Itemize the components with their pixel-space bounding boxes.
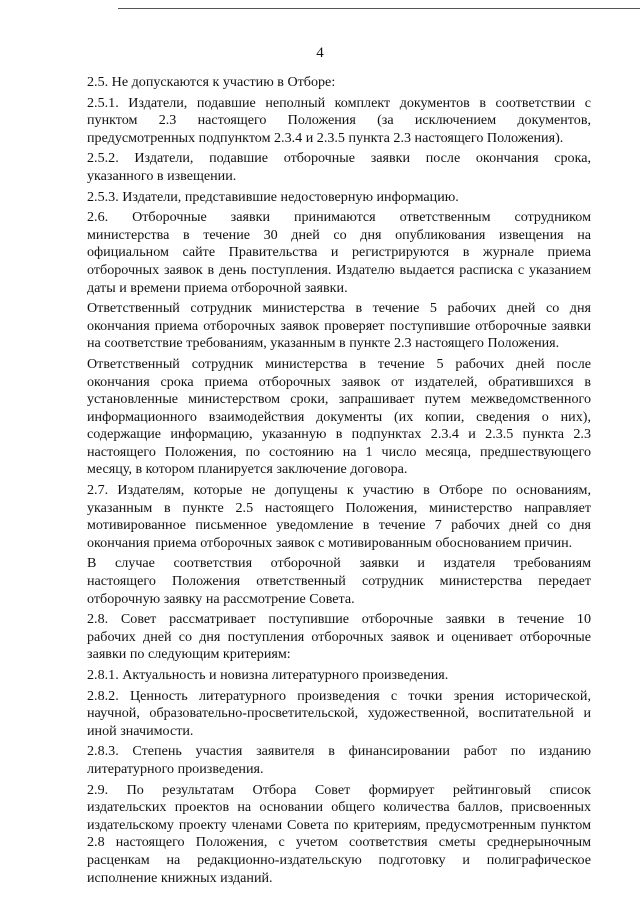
- text-line: министерства в течение 30 дней со дня опубликования извещения на: [87, 226, 591, 243]
- paragraph-2-5: [53, 74, 591, 92]
- text-line: окончания приема отборочных заявок с мотивированным обоснованием причин.: [87, 534, 573, 551]
- text-line: на соответствие требованиям, указанным в пункте 2.3 настоящего Положения.: [87, 335, 560, 352]
- paragraph-2-8-1: [53, 667, 591, 685]
- text-line: В случае соответствия отборочной заявки и издателя требованиям: [87, 555, 591, 572]
- text-line: исполнение книжных изданий.: [87, 869, 273, 886]
- paragraph-2-5-1: [53, 95, 591, 148]
- text-line: 2.8.1. Актуальность и новизна литературного произведения.: [87, 667, 449, 683]
- text-line: Ответственный сотрудник министерства в течение 5 рабочих дней после: [87, 355, 591, 372]
- text-line: окончания приема отборочных заявок проверяет поступившие отборочные заявки: [87, 317, 591, 334]
- text-line: 2.5. Не допускаются к участию в Отборе:: [87, 74, 336, 90]
- page-number: 4: [316, 45, 324, 61]
- text-line: 2.8.2. Ценность литературного произведения с точки зрения исторической,: [87, 687, 591, 704]
- paragraph-2-7: [53, 482, 591, 552]
- text-line: 2.8. Совет рассматривает поступившие отборочные заявки в течение 10: [87, 611, 591, 628]
- paragraph-2-7-transfer: [53, 555, 591, 608]
- text-line: 2.5.1. Издатели, подавшие неполный комплект документов в соответствии с: [87, 94, 591, 111]
- text-line: 2.8 настоящего Положения, с учетом соответствия сметы среднерыночным: [87, 834, 591, 851]
- text-line: 2.5.3. Издатели, представившие недостоверную информацию.: [87, 188, 459, 205]
- paragraph-2-5-2: [53, 150, 591, 185]
- paragraph-2-8-2: [53, 688, 591, 741]
- paragraph-2-8-3: [53, 743, 591, 778]
- text-line: литературного произведения.: [87, 760, 264, 777]
- text-line: издательских проектов на основании общего количества баллов, присвоенных: [87, 799, 591, 816]
- text-line: Ответственный сотрудник министерства в течение 5 рабочих дней со дня: [87, 300, 591, 317]
- paragraph-2-5-3: [53, 189, 591, 207]
- text-line: 2.7. Издателям, которые не допущены к участию в Отборе по основаниям,: [87, 482, 591, 499]
- text-line: информационного взаимодействия документы (их копии, сведения о них),: [87, 408, 591, 425]
- text-line: расценкам на редакционно-издательскую подготовку и полиграфическое: [87, 851, 591, 868]
- paragraph-2-6-review: [53, 300, 591, 353]
- paragraph-2-8: [53, 611, 591, 664]
- text-line: отборочных заявок в день поступления. Издателю выдается расписка с указанием: [87, 261, 591, 278]
- text-line: рабочих дней со дня поступления отборочных заявок и оценивает отборочные: [87, 628, 591, 645]
- paragraph-2-6-request: [53, 356, 591, 479]
- text-line: указанного в извещении.: [87, 167, 237, 184]
- text-line: пунктом 2.3 настоящего Положения (за исключением документов,: [87, 112, 591, 129]
- text-line: месяцу, в котором планируется заключение договора.: [87, 461, 408, 478]
- paragraph-2-9: [53, 782, 591, 888]
- text-line: предусмотренных подпунктом 2.3.4 и 2.3.5 пункта 2.3 настоящего Положения).: [87, 129, 564, 146]
- text-line: научной, образовательно-просветительской, художественной, воспитательной и: [87, 705, 591, 722]
- text-line: 2.8.3. Степень участия заявителя в финансировании работ по изданию: [87, 743, 591, 760]
- text-line: 2.9. По результатам Отбора Совет формирует рейтинговый список: [87, 781, 591, 798]
- text-line: 2.5.2. Издатели, подавшие отборочные заявки после окончания срока,: [87, 150, 591, 167]
- text-line: официальном сайте Правительства и регистрируются в журнале приема: [87, 244, 591, 261]
- paragraph-2-6: [53, 209, 591, 297]
- text-line: отборочную заявку на рассмотрение Совета.: [87, 590, 355, 607]
- text-line: иной значимости.: [87, 722, 194, 739]
- document-body: [53, 74, 591, 887]
- text-line: настоящего Положения, по состоянию на 1 число месяца, предшествующего: [87, 443, 591, 460]
- text-line: содержащие информацию, указанную в подпунктах 2.3.4 и 2.3.5 пункта 2.3: [87, 426, 591, 443]
- top-border-line: [118, 8, 640, 9]
- text-line: 2.6. Отборочные заявки принимаются ответственным сотрудником: [87, 209, 591, 226]
- text-line: настоящего Положения ответственный сотрудник министерства передает: [87, 573, 591, 590]
- text-line: окончания срока приема отборочных заявок от издателей, обратившихся в: [87, 373, 591, 390]
- text-line: издательскому проекту членами Совета по критериям, предусмотренным пунктом: [87, 816, 591, 833]
- text-line: мотивированное письменное уведомление в течение 7 рабочих дней со дня: [87, 517, 591, 534]
- text-line: заявки по следующим критериям:: [87, 646, 291, 663]
- text-line: установленные министерством сроки, запрашивает путем межведомственного: [87, 391, 591, 408]
- text-line: указанным в пункте 2.5 настоящего Положения, министерство направляет: [87, 499, 591, 516]
- text-line: даты и времени приема отборочной заявки.: [87, 279, 348, 296]
